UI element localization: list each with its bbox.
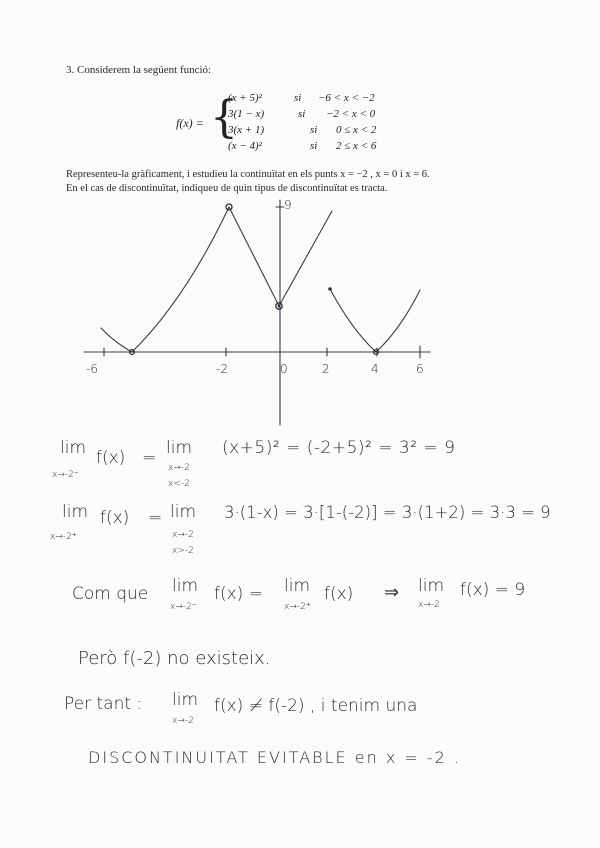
limit-subscript: x→-2⁻ — [52, 470, 79, 480]
function-label: f(x) = — [176, 116, 204, 130]
limit-function: f(x) = 9 — [460, 580, 526, 600]
limit-subscript: x→-2⁺ — [50, 532, 77, 542]
piece-expr-1: (x + 5)² — [228, 92, 262, 104]
conclusion-line: DISCONTINUITAT EVITABLE en x = -2 . — [88, 748, 461, 767]
limit-subscript: x→-2⁺ — [284, 602, 311, 612]
com-que-text: Com que — [72, 584, 149, 604]
x-tick-label: -6 — [86, 362, 98, 376]
x-tick-label: 0 — [280, 362, 288, 376]
problem-heading: 3. Considerem la següent funció: — [66, 64, 212, 76]
y-tick-label: 9 — [284, 198, 292, 212]
limit-subscript: x→-2 — [168, 463, 190, 473]
limit-function: f(x) — [100, 508, 130, 528]
instruction-line-2: En el cas de discontinuïtat, indiqueu de quin tipus de discontinuïtat es tracta. — [66, 183, 388, 194]
limit-function: f(x) = — [214, 584, 263, 604]
per-tant-text: Per tant : — [64, 694, 143, 714]
limit-expression: 3·(1-x) = 3·[1-(-2)] = 3·(1+2) = 3·3 = 9 — [224, 503, 551, 522]
filled-point-2 — [328, 287, 332, 291]
limit-symbol: lim — [62, 502, 89, 522]
curve-piece-1 — [101, 207, 229, 352]
x-tick-label: -2 — [216, 362, 228, 376]
limit-subscript: x→-2⁻ — [170, 602, 197, 612]
limit-condition: x>-2 — [172, 546, 194, 556]
limit-subscript: x→-2 — [418, 600, 440, 610]
x-tick-label: 6 — [416, 362, 424, 376]
limit-symbol: lim — [418, 576, 445, 596]
limit-function: f(x) — [96, 448, 126, 468]
piece-si-2: si — [298, 108, 306, 120]
piece-expr-3: 3(x + 1) — [228, 124, 265, 136]
limit-subscript: x→-2 — [172, 530, 194, 540]
x-tick-label: 2 — [322, 362, 330, 376]
limit-symbol: lim — [172, 576, 199, 596]
equals-sign: = — [148, 508, 163, 528]
limit-symbol: lim — [60, 438, 87, 458]
x-tick-label: 4 — [371, 362, 379, 376]
per-tant-expression: f(x) ≠ f(-2) , i tenim una — [214, 696, 418, 716]
implies-arrow: ⇒ — [384, 582, 400, 603]
piece-expr-2: 3(1 − x) — [228, 108, 265, 120]
piece-expr-4: (x − 4)² — [228, 140, 262, 152]
piece-cond-1: −6 < x < −2 — [318, 92, 375, 104]
piece-cond-4: 2 ≤ x < 6 — [336, 140, 377, 152]
piece-cond-2: −2 < x < 0 — [326, 108, 376, 120]
piece-si-4: si — [310, 140, 318, 152]
limit-function: f(x) — [324, 584, 354, 604]
pero-line: Però f(-2) no existeix. — [78, 648, 271, 669]
curve-piece-3 — [279, 211, 332, 306]
piece-cond-3: 0 ≤ x < 2 — [336, 124, 377, 136]
limit-condition: x<-2 — [168, 479, 190, 489]
limit-symbol: lim — [166, 438, 193, 458]
curve-piece-4 — [330, 289, 420, 352]
limit-symbol: lim — [172, 690, 199, 710]
piece-si-1: si — [294, 92, 302, 104]
limit-symbol: lim — [284, 576, 311, 596]
equals-sign: = — [142, 448, 157, 468]
instruction-line-1: Representeu-la gràficament, i estudieu la continuïtat en els punts x = −2 , x = 0 i x = 6. — [66, 169, 430, 180]
curve-piece-2 — [229, 207, 279, 306]
limit-symbol: lim — [170, 502, 197, 522]
filled-point-zero — [278, 305, 281, 308]
limit-subscript: x→-2 — [172, 716, 194, 726]
limit-expression: (x+5)² = (-2+5)² = 3² = 9 — [222, 438, 456, 458]
piece-si-3: si — [310, 124, 318, 136]
piecewise-brace: { — [210, 92, 238, 143]
